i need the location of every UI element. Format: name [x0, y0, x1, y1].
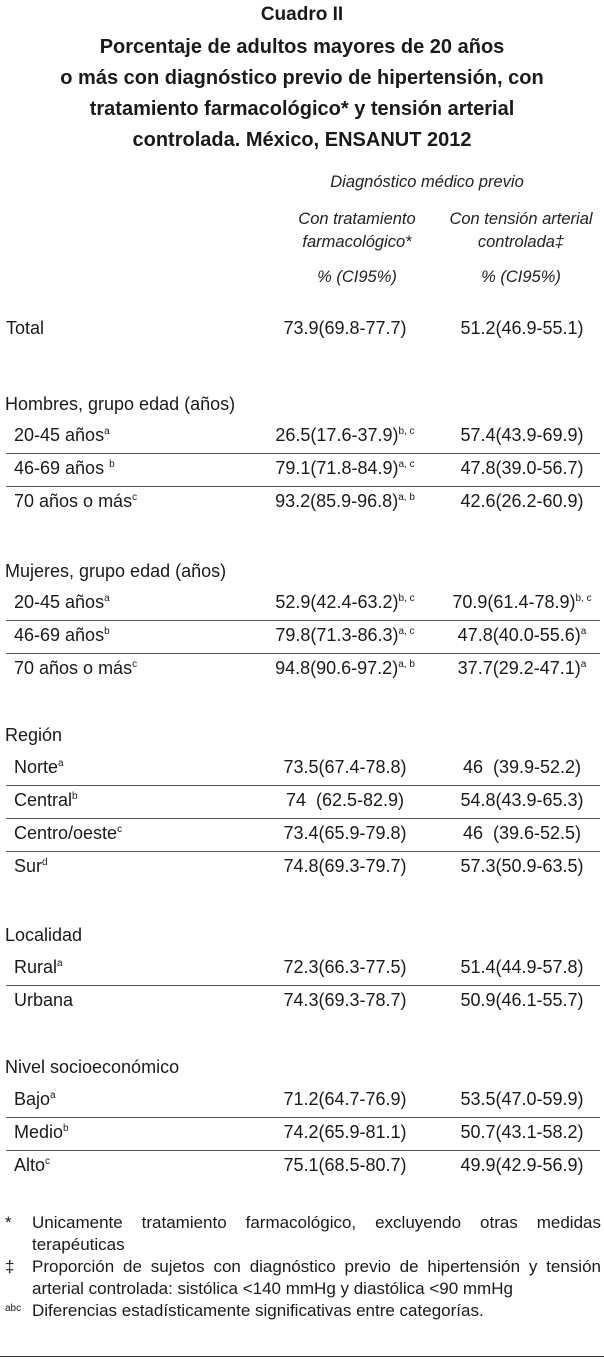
row-label: Norte$^a$ — [14, 757, 64, 777]
cell-treatment: $93.2(85.9-96.8)^{a, b}$ — [275, 491, 415, 511]
column-group-header: Diagnóstico médico previo — [330, 173, 524, 191]
row-label: Total — [6, 318, 45, 338]
section-title: Mujeres, grupo edad (años) — [5, 561, 227, 581]
column-header-line: Con tensión arterial — [449, 210, 593, 228]
row-label: Bajo$^a$ — [14, 1089, 56, 1109]
cell-treatment: 71.2(64.7-76.9) — [283, 1089, 407, 1109]
footnote — [5, 1256, 601, 1300]
cell-treatment: 73.5(67.4-78.8) — [283, 757, 407, 777]
cell-treatment: 72.3(66.3-77.5) — [283, 957, 407, 977]
row-label: 46-69 años$^b$ — [14, 625, 110, 645]
table-row — [6, 818, 600, 852]
cell-controlled: 47.8(39.0-56.7) — [460, 458, 584, 478]
table-number: Cuadro II — [260, 4, 344, 25]
row-label: Rural$^a$ — [14, 957, 63, 977]
footnote — [5, 1300, 601, 1322]
row-label: Centro/oeste$^c$ — [14, 823, 123, 843]
column-unit: % (CI95%) — [481, 268, 561, 286]
title-line: controlada. México, ENSANUT 2012 — [132, 129, 472, 151]
section-title: Hombres, grupo edad (años) — [5, 394, 236, 414]
column-header-controlled — [440, 208, 602, 254]
section-title: Localidad — [5, 925, 83, 945]
title-line: Porcentaje de adultos mayores de 20 años — [99, 36, 505, 58]
row-label: Urbana — [14, 990, 74, 1010]
cell-controlled: 50.7(43.1-58.2) — [460, 1122, 584, 1142]
cell-controlled: 51.4(44.9-57.8) — [460, 957, 584, 977]
cell-controlled: 53.5(47.0-59.9) — [460, 1089, 584, 1109]
cell-controlled: 54.8(43.9-65.3) — [460, 790, 584, 810]
row-label: Sur$^d$ — [14, 856, 48, 876]
table-row — [6, 587, 600, 621]
column-header-line: farmacológico* — [302, 233, 412, 251]
cell-treatment: 74.2(65.9-81.1) — [283, 1122, 407, 1142]
table-row — [6, 1150, 600, 1183]
cell-controlled: 46 (39.6-52.5) — [462, 823, 582, 843]
table-row — [6, 620, 600, 654]
cell-treatment: 74 (62.5-82.9) — [285, 790, 405, 810]
section-title: Nivel socioeconómico — [5, 1057, 180, 1077]
table-title — [10, 32, 594, 156]
cell-controlled: 57.4(43.9-69.9) — [460, 425, 584, 445]
cell-treatment: 74.3(69.3-78.7) — [283, 990, 407, 1010]
cell-treatment: 75.1(68.5-80.7) — [283, 1155, 407, 1175]
footnote-text: Diferencias estadísticamente significativas entre categorías. — [32, 1301, 484, 1320]
cell-controlled: 42.6(26.2-60.9) — [460, 491, 584, 511]
table-row — [6, 486, 600, 519]
table-row — [6, 985, 600, 1018]
footnote-text: Proporción de sujetos con diagnóstico previo de hipertensión y tensión arterial controlada: sistólica <140 mmHg y diastólica <90 mmHg — [32, 1257, 601, 1298]
cell-controlled: 46 (39.9-52.2) — [462, 757, 582, 777]
cell-controlled: $47.8(40.0-55.6)^a$ — [457, 625, 587, 645]
row-label: 70 años o más$^c$ — [14, 491, 138, 511]
row-label: Medio$^b$ — [14, 1122, 69, 1142]
footnote — [5, 1212, 601, 1256]
cell-controlled: $70.9(61.4-78.9)^{b, c}$ — [452, 592, 592, 612]
cell-treatment: $94.8(90.6-97.2)^{a, b}$ — [275, 658, 415, 678]
column-unit: % (CI95%) — [317, 268, 397, 286]
column-header-treatment — [278, 208, 436, 254]
row-label: Central$^b$ — [14, 790, 78, 810]
footnote-mark: * — [5, 1213, 12, 1232]
section-title: Región — [5, 725, 63, 745]
cell-treatment: 73.9(69.8-77.7) — [283, 318, 407, 338]
table-row — [6, 851, 600, 884]
cell-treatment: $26.5(17.6-37.9)^{b, c}$ — [275, 425, 415, 445]
cell-treatment: $79.8(71.3-86.3)^{a, c}$ — [275, 625, 415, 645]
table-row — [6, 785, 600, 819]
table-row — [6, 952, 600, 986]
table-row — [6, 752, 600, 786]
bottom-divider — [0, 1356, 604, 1357]
footnote-mark: ‡ — [5, 1257, 15, 1276]
footnotes — [5, 1212, 601, 1322]
cell-controlled: 50.9(46.1-55.7) — [460, 990, 584, 1010]
cell-controlled: $37.7(29.2-47.1)^a$ — [457, 658, 587, 678]
row-label: 70 años o más$^c$ — [14, 658, 138, 678]
footnote-text: Unicamente tratamiento farmacológico, excluyendo otras medidas terapéuticas — [32, 1213, 601, 1254]
table-row — [6, 453, 600, 487]
cell-controlled: 49.9(42.9-56.9) — [460, 1155, 584, 1175]
row-label: 46-69 años $^b$ — [14, 458, 115, 478]
row-label: 20-45 años$^a$ — [14, 425, 110, 445]
title-line: tratamiento farmacológico* y tensión arterial — [89, 98, 515, 120]
cell-treatment: 73.4(65.9-79.8) — [283, 823, 407, 843]
row-label: 20-45 años$^a$ — [14, 592, 110, 612]
table-row — [6, 1084, 600, 1118]
cell-controlled: 51.2(46.9-55.1) — [460, 318, 584, 338]
row-label: Alto$^c$ — [14, 1155, 51, 1175]
footnote-mark: abc — [5, 1303, 22, 1314]
cell-controlled: 57.3(50.9-63.5) — [460, 856, 584, 876]
cell-treatment: $79.1(71.8-84.9)^{a, c}$ — [275, 458, 415, 478]
column-header-line: Con tratamiento — [298, 210, 416, 228]
table-row — [6, 1117, 600, 1151]
table-row — [6, 420, 600, 454]
cell-treatment: $52.9(42.4-63.2)^{b, c}$ — [275, 592, 415, 612]
table-row — [6, 653, 600, 686]
title-line: o más con diagnóstico previo de hipertensión, con — [60, 67, 544, 89]
column-header-line: controlada‡ — [477, 233, 565, 251]
table-row-total — [6, 313, 600, 346]
cell-treatment: 74.8(69.3-79.7) — [283, 856, 407, 876]
